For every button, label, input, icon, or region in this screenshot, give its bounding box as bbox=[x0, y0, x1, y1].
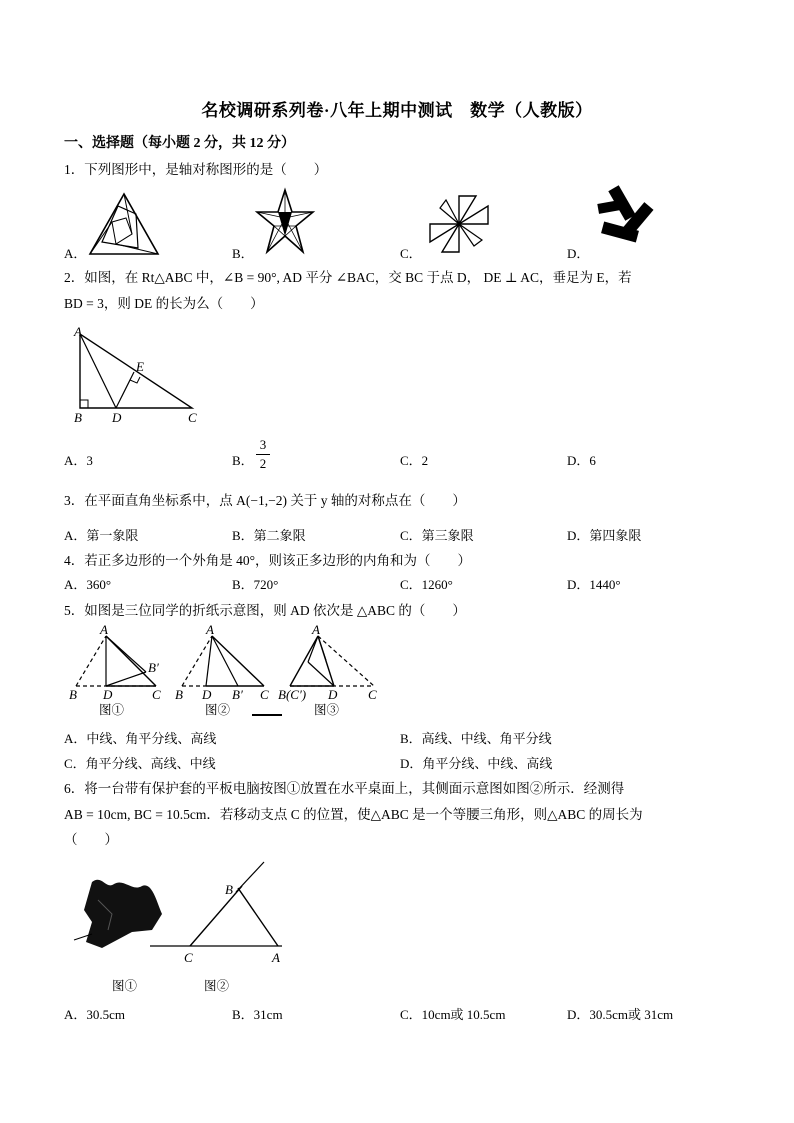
q5f1-label-c: C bbox=[152, 687, 161, 702]
q5-figure-2 bbox=[172, 622, 282, 718]
q1-figure-d-rotated-bars bbox=[596, 184, 664, 250]
q6-label-a: A bbox=[272, 950, 280, 965]
q5f3-label-bc: B(C′) bbox=[278, 687, 307, 702]
fraction-bar bbox=[256, 454, 270, 455]
q5-option-d: D．角平分线、中线、高线 bbox=[400, 756, 553, 771]
question-2-stem-line2: BD = 3，则 DE 的长为么（ ） bbox=[64, 296, 264, 311]
q5f2-label-d: D bbox=[202, 687, 212, 702]
q6-option-c: C．10cm或 10.5cm bbox=[400, 1007, 506, 1022]
q1-option-a: A． bbox=[64, 246, 87, 261]
q2-label-e: E bbox=[136, 359, 144, 374]
q6-option-b: B．31cm bbox=[232, 1007, 283, 1022]
q5f2-label-c: C bbox=[260, 687, 269, 702]
q6-figure-2 bbox=[140, 858, 290, 968]
q5f1-label-a: A bbox=[100, 622, 108, 637]
question-6-stem-line1: 6．将一台带有保护套的平板电脑按图①放置在水平桌面上，其侧面示意图如图②所示．经测得 bbox=[64, 781, 625, 796]
q2-figure-triangle bbox=[72, 326, 202, 426]
q2-option-b-numerator: 3 bbox=[259, 437, 267, 452]
question-3-stem: 3．在平面直角坐标系中，点 A(−1,−2) 关于 y 轴的对称点在（ ） bbox=[64, 493, 466, 508]
q4-option-b: B．720° bbox=[232, 577, 279, 592]
q5f3-label-c: C bbox=[368, 687, 377, 702]
question-4-stem: 4．若正多边形的一个外角是 40°，则该正多边形的内角和为（ ） bbox=[64, 553, 472, 568]
q5f3-caption: 图③ bbox=[314, 703, 340, 717]
q6-caption-fig2: 图② bbox=[204, 979, 230, 993]
q2-option-b: B． bbox=[232, 453, 254, 468]
q6-caption-fig1: 图① bbox=[112, 979, 138, 993]
q2-label-b: B bbox=[74, 410, 82, 425]
q5-option-c: C．角平分线、高线、中线 bbox=[64, 756, 216, 771]
q1-option-d: D． bbox=[567, 246, 590, 261]
q5f2-label-b: B bbox=[175, 687, 183, 702]
q5f2-label-bprime: B′ bbox=[232, 687, 243, 702]
q5f1-caption: 图① bbox=[99, 703, 125, 717]
q2-label-a: A bbox=[74, 324, 82, 339]
q6-option-a: A．30.5cm bbox=[64, 1007, 126, 1022]
page-title: 名校调研系列卷·八年上期中测试 数学（人教版） bbox=[201, 101, 593, 120]
q4-option-c: C．1260° bbox=[400, 577, 453, 592]
q2-label-c: C bbox=[188, 410, 197, 425]
q1-figure-b-star bbox=[256, 188, 314, 256]
question-1-stem: 1．下列图形中，是轴对称图形的是（ ） bbox=[64, 162, 328, 177]
q5f3-label-a: A bbox=[312, 622, 320, 637]
q6-option-d: D．30.5cm或 31cm bbox=[567, 1007, 674, 1022]
q5f2-label-a: A bbox=[206, 622, 214, 637]
q1-figure-a bbox=[88, 192, 160, 258]
q5f1-label-bprime: B′ bbox=[148, 660, 159, 675]
q1-option-c: C． bbox=[400, 246, 422, 261]
q5-figure-1 bbox=[66, 622, 176, 718]
q5f2-caption: 图② bbox=[205, 703, 231, 717]
q2-option-b-denominator: 2 bbox=[259, 456, 267, 471]
q2-option-d: D．6 bbox=[567, 453, 596, 468]
question-5-stem: 5．如图是三位同学的折纸示意图，则 AD 依次是 △ABC 的（ ） bbox=[64, 603, 466, 618]
q5-figure-3 bbox=[278, 622, 388, 718]
q3-option-d: D．第四象限 bbox=[567, 528, 642, 543]
q5-option-b: B．高线、中线、角平分线 bbox=[400, 731, 552, 746]
q3-option-a: A．第一象限 bbox=[64, 528, 139, 543]
q6-label-b: B bbox=[225, 882, 233, 897]
q5f1-label-d: D bbox=[103, 687, 113, 702]
q2-option-b-fraction bbox=[256, 437, 270, 472]
q5-option-a: A．中线、角平分线、高线 bbox=[64, 731, 217, 746]
q3-option-c: C．第三象限 bbox=[400, 528, 474, 543]
q3-option-b: B．第二象限 bbox=[232, 528, 306, 543]
section-heading: 一、选择题（每小题 2 分，共 12 分） bbox=[64, 136, 295, 151]
q2-label-d: D bbox=[112, 410, 122, 425]
q5f3-label-d: D bbox=[328, 687, 338, 702]
q1-figure-c-pinwheel bbox=[426, 192, 492, 256]
q2-option-c: C．2 bbox=[400, 453, 429, 468]
question-2-stem-line1: 2．如图，在 Rt△ABC 中，∠B = 90°, AD 平分 ∠BAC，交 BC 于点 D， DE ⊥ AC，垂足为 E，若 bbox=[64, 270, 632, 285]
q1-option-b: B． bbox=[232, 246, 254, 261]
question-6-stem-line2: AB = 10cm, BC = 10.5cm．若移动支点 C 的位置，使△ABC 是一个等腰三角形，则△ABC 的周长为 bbox=[64, 807, 643, 822]
q4-option-d: D．1440° bbox=[567, 577, 621, 592]
q2-option-a: A．3 bbox=[64, 453, 93, 468]
question-6-stem-line3: （ ） bbox=[64, 832, 118, 847]
q5f1-label-b: B bbox=[69, 687, 77, 702]
q6-label-c: C bbox=[184, 950, 193, 965]
q4-option-a: A．360° bbox=[64, 577, 112, 592]
